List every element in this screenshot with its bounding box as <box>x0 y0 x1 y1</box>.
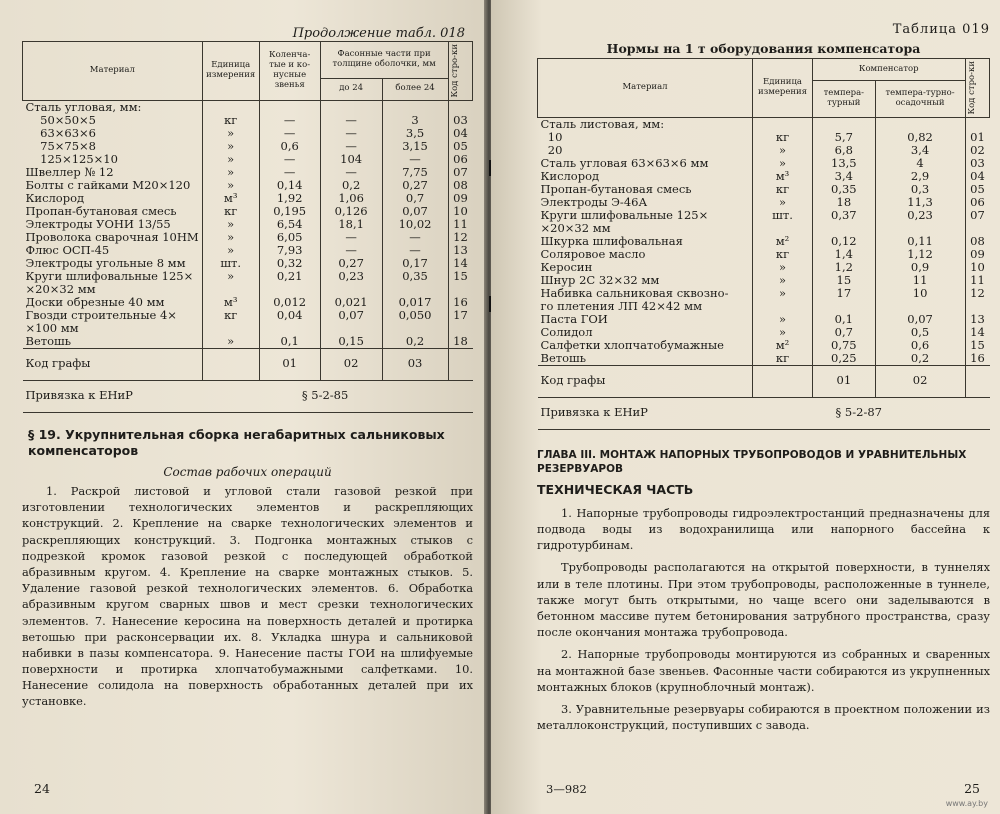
value-cell: — <box>382 244 448 257</box>
row-code-cell: 12 <box>965 287 990 313</box>
value-cell: 0,012 <box>259 296 320 309</box>
row-code-cell: 14 <box>965 326 990 339</box>
row-code-cell: 06 <box>965 196 990 209</box>
table-row <box>538 261 990 274</box>
material-cell: Соляровое масло <box>540 246 646 261</box>
header-shells: Коленча-тые и ко-нусные звенья <box>259 42 320 101</box>
table-row <box>23 270 473 296</box>
value-cell: 0,7 <box>813 326 876 339</box>
value-cell: 0,04 <box>259 309 320 335</box>
column-code-label: Код графы <box>538 365 753 397</box>
row-code-cell <box>965 117 990 131</box>
value-cell: » <box>753 157 813 170</box>
material-cell: Шнур 2С 32×32 мм <box>540 272 660 287</box>
value-cell: м³ <box>202 296 259 309</box>
binding-label: Привязка к ЕНиР <box>538 397 753 429</box>
value-cell: — <box>259 153 320 166</box>
table-row <box>538 352 990 366</box>
value-cell <box>202 100 259 114</box>
material-cell: Сталь листовая, мм: <box>540 116 665 131</box>
value-cell: 0,1 <box>813 313 876 326</box>
value-cell: 0,82 <box>875 131 965 144</box>
table-row <box>538 326 990 339</box>
table-row <box>538 117 990 131</box>
column-code-label: Код графы <box>23 348 203 380</box>
material-cell: Доски обрезные 40 мм <box>25 294 165 309</box>
value-cell: 0,12 <box>813 235 876 248</box>
table-row <box>538 274 990 287</box>
value-cell <box>259 100 320 114</box>
table-row <box>23 166 473 179</box>
value-cell: 0,27 <box>382 179 448 192</box>
table-row <box>538 339 990 352</box>
material-cell: Круги шлифовальные 125× ×20×32 мм <box>540 207 709 235</box>
value-cell: 11,3 <box>875 196 965 209</box>
row-code-cell: 15 <box>448 270 473 296</box>
value-cell: 7,93 <box>259 244 320 257</box>
table-row <box>23 153 473 166</box>
table-row <box>23 100 473 114</box>
value-cell: 0,021 <box>320 296 382 309</box>
row-code-cell: 04 <box>448 127 473 140</box>
value-cell: 104 <box>320 153 382 166</box>
value-cell: 11 <box>875 274 965 287</box>
value-cell: 0,1 <box>259 335 320 349</box>
value-cell: 0,017 <box>382 296 448 309</box>
value-cell: 5,7 <box>813 131 876 144</box>
value-cell <box>320 100 382 114</box>
value-cell: кг <box>202 309 259 335</box>
value-cell: м² <box>753 235 813 248</box>
value-cell: кг <box>753 248 813 261</box>
paragraph: 3. Уравнительные резервуары собираются в проектном положении из металлоконструкций, поступивших с завода. <box>537 701 990 733</box>
row-code-cell: 03 <box>448 114 473 127</box>
table-row <box>538 287 990 313</box>
value-cell: 0,27 <box>320 257 382 270</box>
materials-table-019 <box>537 58 990 430</box>
header-unit: Единица измерения <box>753 59 813 118</box>
value-cell: » <box>202 244 259 257</box>
value-cell: 0,07 <box>382 205 448 218</box>
material-cell: Электроды Э-46А <box>540 194 648 209</box>
operations-text: 1. Раскрой листовой и угловой стали газовой резкой при изготовлении технологических элементов и раскрепляющих конструкций. 2. Крепление на сварке технологических элементов и раскрепляющих конструкций. 3. Подгонка монтажных стыков с подрезкой кромок газовой резкой с последующей обработкой абразивным кругом. 4. Крепление на сварке монтажных стыков. 5. Удаление газовой резкой технологических элементов. 6. Обработка абразивным кругом сварных швов и мест срезки технологических элементов. 7. Нанесение керосина на поверхность деталей и протирка ветошью при расконсервации их. 8. Укладка шнура и сальниковой набивки в пазы компенсатора. 9. Нанесение пасты ГОИ на шлифуемые поверхности и протирка хлопчатобумажными салфетками. 10. Нанесение солидола на поверхность обработанных деталей при их установке. <box>22 484 473 709</box>
value-cell: — <box>320 127 382 140</box>
material-cell: Круги шлифовальные 125× ×20×32 мм <box>25 268 194 296</box>
value-cell: 6,54 <box>259 218 320 231</box>
material-cell: 20 <box>540 142 563 157</box>
value-cell: 18 <box>813 196 876 209</box>
material-cell: Флюс ОСП-45 <box>25 242 110 257</box>
table-row <box>538 235 990 248</box>
paragraph: 1. Напорные трубопроводы гидроэлектростанций предназначены для подвода воды из водохранилища или напорного бассейна к гидротурбинам. <box>537 505 990 553</box>
material-cell: 75×75×8 <box>25 138 96 153</box>
table-row <box>538 157 990 170</box>
row-code-cell <box>448 100 473 114</box>
table-title: Нормы на 1 т оборудования компенсатора <box>606 41 921 56</box>
binding-row <box>538 397 990 429</box>
value-cell: » <box>202 218 259 231</box>
value-cell: 4 <box>875 157 965 170</box>
row-code-cell: 17 <box>448 309 473 335</box>
table-row <box>23 205 473 218</box>
value-cell: — <box>320 114 382 127</box>
value-cell: — <box>259 166 320 179</box>
material-cell: Сталь угловая 63×63×6 мм <box>540 155 709 170</box>
value-cell: 6,05 <box>259 231 320 244</box>
value-cell: кг <box>202 114 259 127</box>
row-code-cell: 10 <box>965 261 990 274</box>
paragraph: 2. Напорные трубопроводы монтируются из собранных и сваренных на монтажной базе звеньев. Фасонные части собираются из укрупненных монтажных блоков (крупноблочный монтаж). <box>537 647 990 694</box>
value-cell: » <box>202 153 259 166</box>
value-cell: 3,15 <box>382 140 448 153</box>
row-code-cell: 07 <box>965 209 990 235</box>
row-code-cell: 10 <box>448 205 473 218</box>
value-cell: 3 <box>382 114 448 127</box>
table-row <box>23 244 473 257</box>
binding-label: Привязка к ЕНиР <box>23 380 203 412</box>
signature-mark: 3—982 <box>546 782 587 796</box>
value-cell: 1,06 <box>320 192 382 205</box>
value-cell: 2,9 <box>875 170 965 183</box>
material-cell: Набивка сальниковая сквозно- го плетения ЛП 42×42 мм <box>540 285 729 313</box>
material-cell: Болты с гайками М20×120 <box>25 177 191 192</box>
row-code-cell: 05 <box>965 183 990 196</box>
material-cell: Паста ГОИ <box>540 311 608 326</box>
value-cell: — <box>259 127 320 140</box>
material-cell: Керосин <box>540 259 593 274</box>
value-cell: шт. <box>202 257 259 270</box>
value-cell: » <box>753 261 813 274</box>
value-cell: 0,050 <box>382 309 448 335</box>
value-cell: 3,5 <box>382 127 448 140</box>
row-code-cell: 11 <box>965 274 990 287</box>
value-cell: 0,6 <box>875 339 965 352</box>
material-cell: Пропан-бутановая смесь <box>540 181 692 196</box>
row-code-cell: 05 <box>448 140 473 153</box>
row-code-cell: 16 <box>965 352 990 366</box>
row-code-cell: 11 <box>448 218 473 231</box>
material-cell: 50×50×5 <box>25 112 96 127</box>
table-row <box>538 209 990 235</box>
table-row <box>23 257 473 270</box>
row-code-cell: 08 <box>965 235 990 248</box>
left-page <box>0 0 487 814</box>
value-cell: 0,75 <box>813 339 876 352</box>
row-code-cell: 07 <box>448 166 473 179</box>
row-code-cell: 18 <box>448 335 473 349</box>
value-cell: 0,25 <box>813 352 876 366</box>
table-row <box>23 114 473 127</box>
row-code-cell: 01 <box>965 131 990 144</box>
table-number: Таблица 019 <box>892 22 990 37</box>
value-cell: 0,15 <box>320 335 382 349</box>
material-cell: Гвозди строительные 4× ×100 мм <box>25 307 177 335</box>
header-over24: более 24 <box>382 78 448 100</box>
value-cell: » <box>753 274 813 287</box>
table-row <box>538 170 990 183</box>
value-cell: кг <box>753 352 813 366</box>
table-row <box>538 131 990 144</box>
value-cell: 0,32 <box>259 257 320 270</box>
value-cell: — <box>320 140 382 153</box>
header-thermo-settle: темпера-турно-осадочный <box>875 80 965 117</box>
value-cell: » <box>753 313 813 326</box>
value-cell: — <box>382 153 448 166</box>
table-row <box>23 127 473 140</box>
value-cell: » <box>202 179 259 192</box>
value-cell: » <box>202 127 259 140</box>
header-fittings: Фасонные части при толщине оболочки, мм <box>320 42 448 79</box>
table-row <box>23 140 473 153</box>
value-cell: » <box>202 335 259 349</box>
value-cell: 0,6 <box>259 140 320 153</box>
row-code-cell: 14 <box>448 257 473 270</box>
header-material: Материал <box>23 42 203 101</box>
value-cell: м³ <box>753 170 813 183</box>
value-cell: 0,07 <box>320 309 382 335</box>
table-row <box>538 196 990 209</box>
table-row <box>538 313 990 326</box>
value-cell: 0,21 <box>259 270 320 296</box>
value-cell: 0,14 <box>259 179 320 192</box>
column-code: 02 <box>320 348 382 380</box>
row-code-cell: 02 <box>965 144 990 157</box>
value-cell: » <box>202 140 259 153</box>
value-cell: 7,75 <box>382 166 448 179</box>
value-cell: 1,92 <box>259 192 320 205</box>
value-cell: 0,9 <box>875 261 965 274</box>
right-page <box>491 0 1000 814</box>
row-code-cell: 09 <box>448 192 473 205</box>
row-code-cell: 04 <box>965 170 990 183</box>
value-cell <box>382 100 448 114</box>
value-cell: кг <box>753 131 813 144</box>
table-row <box>23 309 473 335</box>
header-compensator: Компенсатор <box>813 59 966 81</box>
column-code: 01 <box>259 348 320 380</box>
material-cell: Кислород <box>540 168 600 183</box>
section-title: § 19. Укрупнительная сборка негабаритных сальниковых компенсаторов <box>28 426 445 458</box>
row-code-cell: 15 <box>965 339 990 352</box>
row-code-cell: 09 <box>965 248 990 261</box>
material-cell: Электроды УОНИ 13/55 <box>25 216 171 231</box>
table-row <box>23 231 473 244</box>
value-cell: 0,195 <box>259 205 320 218</box>
paragraph: Трубопроводы располагаются на открытой поверхности, в туннелях или в теле плотины. При этом трубопроводы, расположенные в туннеле, также могут быть открытыми, но чаще всего они заделываются в бетонном массиве путем бетонирования затрубного пространства, сразу после окончания монтажа трубопровода. <box>537 560 990 640</box>
value-cell: 1,4 <box>813 248 876 261</box>
value-cell: 17 <box>813 287 876 313</box>
row-code-cell: 03 <box>965 157 990 170</box>
column-code: 03 <box>382 348 448 380</box>
material-cell: Проволока сварочная 10НМ <box>25 229 199 244</box>
value-cell: — <box>382 231 448 244</box>
value-cell: » <box>753 287 813 313</box>
watermark: www.ay.by <box>945 799 988 808</box>
value-cell: 0,7 <box>382 192 448 205</box>
materials-table-018 <box>22 41 473 413</box>
column-code: 02 <box>875 365 965 397</box>
material-cell: Салфетки хлопчатобумажные <box>540 337 724 352</box>
value-cell <box>813 117 876 131</box>
table-continuation-label: Продолжение табл. 018 <box>292 26 465 41</box>
value-cell: 0,23 <box>320 270 382 296</box>
value-cell: — <box>259 114 320 127</box>
value-cell: 0,2 <box>875 352 965 366</box>
value-cell: 6,8 <box>813 144 876 157</box>
row-code-cell: 16 <box>448 296 473 309</box>
value-cell: 0,35 <box>813 183 876 196</box>
value-cell <box>753 117 813 131</box>
column-code-row <box>538 365 990 397</box>
value-cell: шт. <box>753 209 813 235</box>
material-cell: Ветошь <box>25 333 71 348</box>
technical-part-title: ТЕХНИЧЕСКАЯ ЧАСТЬ <box>537 481 694 497</box>
value-cell: 0,07 <box>875 313 965 326</box>
value-cell: 0,126 <box>320 205 382 218</box>
row-code-cell: 13 <box>965 313 990 326</box>
table-body <box>538 117 990 365</box>
value-cell: 0,2 <box>320 179 382 192</box>
value-cell: 0,5 <box>875 326 965 339</box>
row-code-cell: 12 <box>448 231 473 244</box>
value-cell: » <box>753 196 813 209</box>
value-cell: » <box>202 231 259 244</box>
value-cell: кг <box>753 183 813 196</box>
material-cell: 125×125×10 <box>25 151 118 166</box>
value-cell: 3,4 <box>875 144 965 157</box>
value-cell: 0,2 <box>382 335 448 349</box>
table-row <box>538 183 990 196</box>
value-cell: м³ <box>202 192 259 205</box>
value-cell: 0,17 <box>382 257 448 270</box>
value-cell: 10,02 <box>382 218 448 231</box>
material-cell: Шкурка шлифовальная <box>540 233 683 248</box>
value-cell: 18,1 <box>320 218 382 231</box>
value-cell: 3,4 <box>813 170 876 183</box>
table-row <box>23 218 473 231</box>
value-cell: 1,12 <box>875 248 965 261</box>
row-code-cell: 13 <box>448 244 473 257</box>
value-cell: 13,5 <box>813 157 876 170</box>
value-cell <box>875 117 965 131</box>
table-row <box>23 335 473 349</box>
table-row <box>23 192 473 205</box>
operations-title: Состав рабочих операций <box>163 465 332 480</box>
value-cell: м² <box>753 339 813 352</box>
value-cell: 15 <box>813 274 876 287</box>
material-cell: 63×63×6 <box>25 125 96 140</box>
value-cell: 0,3 <box>875 183 965 196</box>
value-cell: » <box>202 270 259 296</box>
value-cell: » <box>202 166 259 179</box>
table-row <box>23 179 473 192</box>
material-cell: Электроды угольные 8 мм <box>25 255 186 270</box>
value-cell: кг <box>202 205 259 218</box>
column-code-row <box>23 348 473 380</box>
table-row <box>538 144 990 157</box>
material-cell: 10 <box>540 129 563 144</box>
material-cell: Солидол <box>540 324 593 339</box>
value-cell: 0,23 <box>875 209 965 235</box>
table-row <box>538 248 990 261</box>
technical-text <box>537 505 990 733</box>
material-cell: Ветошь <box>540 350 586 365</box>
header-material: Материал <box>538 59 753 118</box>
value-cell: » <box>753 326 813 339</box>
row-code-cell: 08 <box>448 179 473 192</box>
value-cell: 1,2 <box>813 261 876 274</box>
header-upto24: до 24 <box>320 78 382 100</box>
value-cell: — <box>320 166 382 179</box>
material-cell: Пропан-бутановая смесь <box>25 203 177 218</box>
value-cell: — <box>320 244 382 257</box>
value-cell: 0,37 <box>813 209 876 235</box>
binding-ref: § 5-2-87 <box>753 397 966 429</box>
chapter-title: ГЛАВА III. МОНТАЖ НАПОРНЫХ ТРУБОПРОВОДОВ И УРАВНИТЕЛЬНЫХ РЕЗЕРВУАРОВ <box>537 448 967 475</box>
value-cell: » <box>753 144 813 157</box>
table-body <box>23 100 473 348</box>
value-cell: — <box>320 231 382 244</box>
binding-row <box>23 380 473 412</box>
header-unit: Единица измерения <box>202 42 259 101</box>
value-cell: 0,35 <box>382 270 448 296</box>
page-number: 24 <box>34 781 50 796</box>
header-code: Код стро-ки <box>448 42 473 101</box>
table-row <box>23 296 473 309</box>
column-code: 01 <box>813 365 876 397</box>
header-thermal: темпера-турный <box>813 80 876 117</box>
material-cell: Швеллер № 12 <box>25 164 114 179</box>
material-cell: Кислород <box>25 190 85 205</box>
value-cell: 10 <box>875 287 965 313</box>
value-cell: 0,11 <box>875 235 965 248</box>
binding-ref: § 5-2-85 <box>202 380 448 412</box>
page-number: 25 <box>964 781 980 796</box>
header-code: Код стро-ки <box>965 59 990 118</box>
row-code-cell: 06 <box>448 153 473 166</box>
material-cell: Сталь угловая, мм: <box>25 99 142 114</box>
